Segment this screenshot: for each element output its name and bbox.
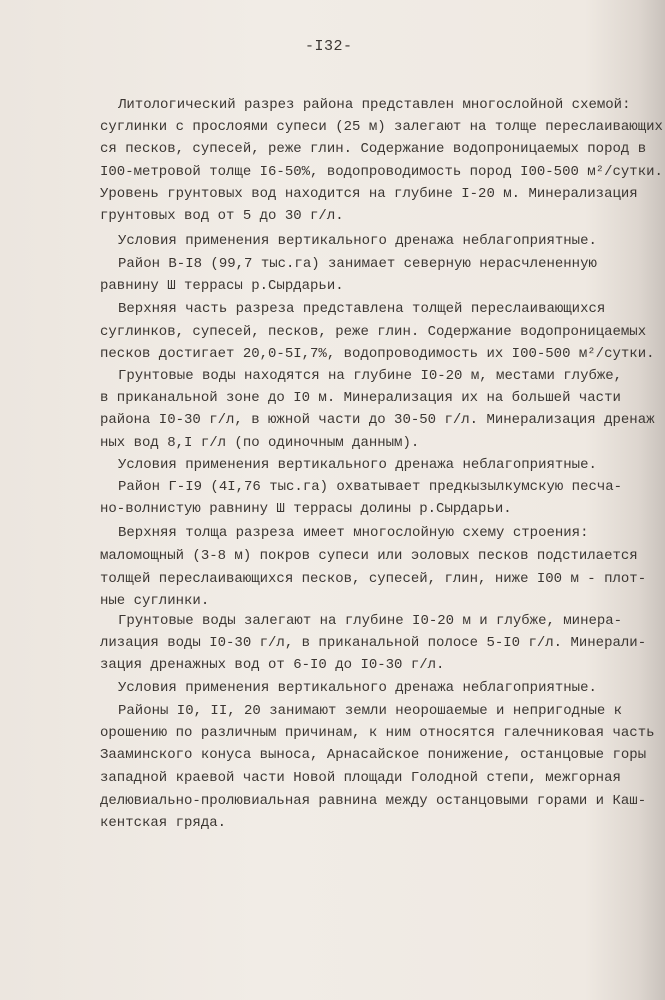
text-line: маломощный (3-8 м) покров супеси или эоловых песков подстилается [100, 548, 638, 564]
text-line: Уровень грунтовых вод находится на глубине I-20 м. Минерализация [100, 186, 638, 202]
text-line: суглинки с прослоями супеси (25 м) залегают на толще переслаивающих [100, 119, 663, 135]
text-line: Условия применения вертикального дренажа неблагоприятные. [118, 680, 597, 696]
text-line: Условия применения вертикального дренажа неблагоприятные. [118, 457, 597, 473]
text-line: делювиально-пролювиальная равнина между останцовыми горами и Каш- [100, 793, 647, 809]
text-line: района I0-30 г/л, в южной части до 30-50 г/л. Минерализация дренаж [100, 412, 655, 428]
text-line: орошению по различным причинам, к ним относятся галечниковая часть [100, 725, 655, 741]
text-line: в приканальной зоне до I0 м. Минерализация их на большей части [100, 390, 621, 406]
text-line: Грунтовые воды залегают на глубине I0-20 м и глубже, минера- [118, 613, 623, 629]
text-line: но-волнистую равнину Ш террасы долины р.Сырдарьи. [100, 501, 512, 517]
text-line: ные суглинки. [100, 593, 210, 609]
text-line: суглинков, супесей, песков, реже глин. Содержание водопроницаемых [100, 324, 647, 340]
text-line: Грунтовые воды находятся на глубине I0-20 м, местами глубже, [118, 368, 623, 384]
text-line: ся песков, супесей, реже глин. Содержание водопроницаемых пород в [100, 141, 647, 157]
text-line: толщей переслаивающихся песков, супесей, глин, ниже I00 м - плот- [100, 571, 647, 587]
text-line: кентская гряда. [100, 815, 227, 831]
text-line: западной краевой части Новой площади Голодной степи, межгорная [100, 770, 621, 786]
text-line: Условия применения вертикального дренажа неблагоприятные. [118, 233, 597, 249]
text-line: Зааминского конуса выноса, Арнасайское понижение, останцовые горы [100, 747, 647, 763]
text-line: песков достигает 20,0-5I,7%, водопроводимость их I00-500 м²/сутки. [100, 346, 655, 362]
text-line: Верхняя часть разреза представлена толщей переслаивающихся [118, 301, 606, 317]
text-line: Район Г-I9 (4I,76 тыс.га) охватывает предкызылкумскую песча- [118, 479, 623, 495]
text-line: Районы I0, II, 20 занимают земли неорошаемые и непригодные к [118, 703, 623, 719]
text-line: грунтовых вод от 5 до 30 г/л. [100, 208, 344, 224]
text-line: равнину Ш террасы р.Сырдарьи. [100, 278, 344, 294]
text-line: ных вод 8,I г/л (по одиночным данным). [100, 435, 420, 451]
page-number: -I32- [305, 38, 353, 55]
text-line: Литологический разрез района представлен многослойной схемой: [118, 97, 631, 113]
text-line: Верхняя толща разреза имеет многослойную схему строения: [118, 525, 589, 541]
text-line: зация дренажных вод от 6-I0 до I0-30 г/л. [100, 657, 445, 673]
text-line: Район В-I8 (99,7 тыс.га) занимает северную нерасчлененную [118, 256, 597, 272]
text-line: I00-метровой толще I6-50%, водопроводимость пород I00-500 м²/сутки. [100, 164, 663, 180]
text-line: лизация воды I0-30 г/л, в приканальной полосе 5-I0 г/л. Минерали- [100, 635, 647, 651]
